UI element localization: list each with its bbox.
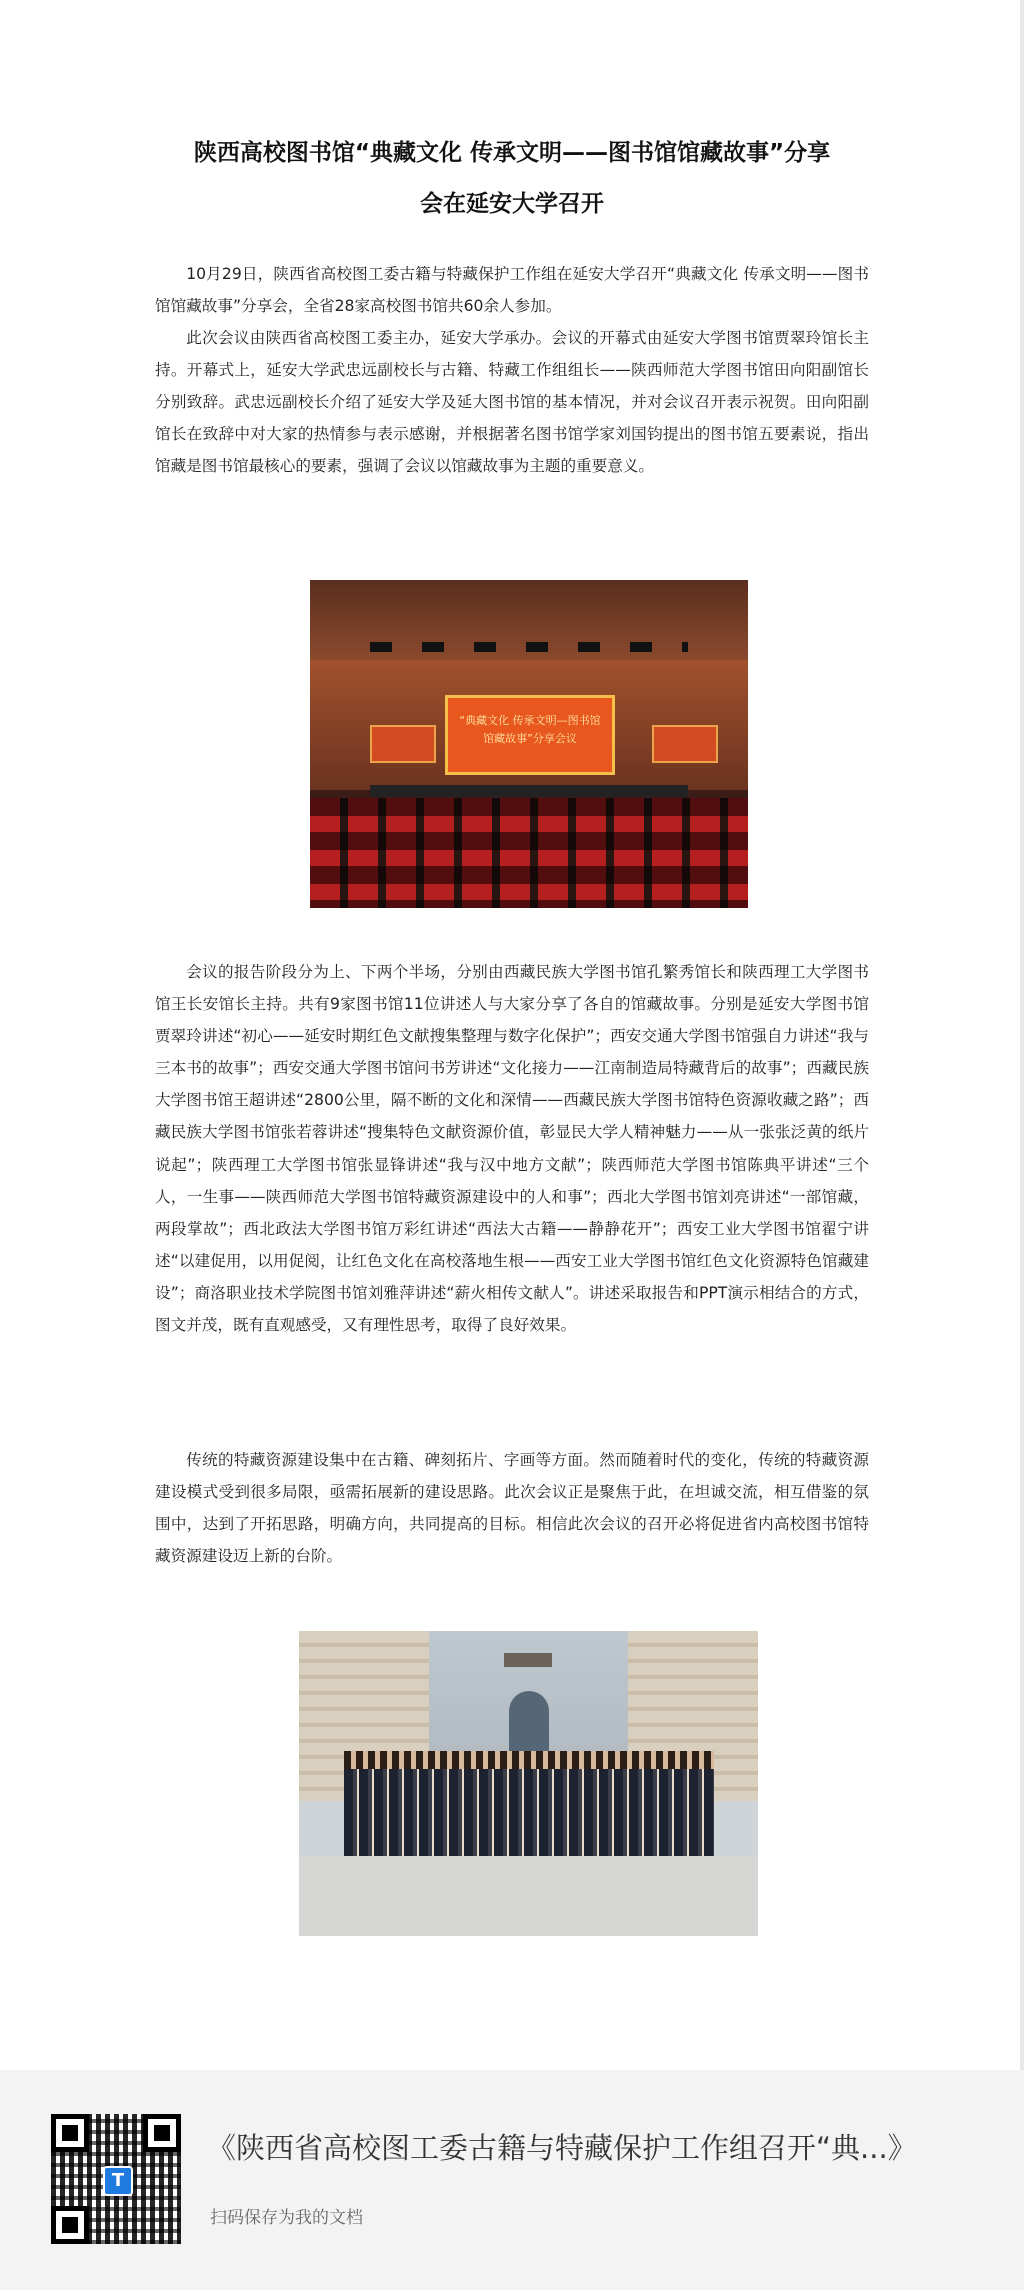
page-edge — [1020, 0, 1024, 2070]
screen-text-line-2: 馆藏故事”分享会议 — [483, 732, 577, 745]
main-projection-screen — [445, 695, 615, 775]
footer-doc-title: 《陕西省高校图工委古籍与特藏保护工作组召开“典...》 — [207, 2131, 917, 2165]
paragraph-1: 10月29日，陕西省高校图工委古籍与特藏保护工作组在延安大学召开“典藏文化 传承文明——图书馆馆藏故事”分享会，全省28家高校图书馆共60余人参加。 — [155, 265, 869, 316]
article-title-line-1: 陕西高校图书馆“典藏文化 传承文明——图书馆馆藏故事”分享 — [193, 140, 831, 166]
qr-finder-bottom-left — [51, 2206, 89, 2244]
article-title — [155, 128, 869, 230]
scan-to-save-hint: 扫码保存为我的文档 — [210, 2208, 363, 2228]
group-photo — [299, 1631, 758, 1936]
doc-app-logo-icon: T — [103, 2166, 133, 2196]
side-screen-right — [652, 725, 718, 763]
qr-finder-top-left — [51, 2114, 89, 2152]
qr-finder-top-right — [143, 2114, 181, 2152]
audience-seats — [310, 798, 748, 908]
qr-code[interactable] — [51, 2114, 181, 2244]
paragraph-4: 传统的特藏资源建设集中在古籍、碑刻拓片、字画等方面。然而随着时代的变化，传统的特藏资源建设模式受到很多局限，亟需拓展新的建设思路。此次会议正是聚焦于此，在坦诚交流，相互借鉴的氛围中，达到了开拓思路，明确方向，共同提高的目标。相信此次会议的召开必将促进省内高校图书馆特藏资源建设迈上新的台阶。 — [155, 1451, 869, 1566]
plaza-ground — [299, 1856, 758, 1936]
paragraph-2: 此次会议由陕西省高校图工委主办，延安大学承办。会议的开幕式由延安大学图书馆贾翠玲馆长主持。开幕式上，延安大学武忠远副校长与古籍、特藏工作组组长——陕西师范大学图书馆田向阳副馆长分别致辞。武忠远副校长介绍了延安大学及延大图书馆的基本情况，并对会议召开表示祝贺。田向阳副馆长在致辞中对大家的热情参与表示感谢，并根据著名图书馆学家刘国钧提出的图书馆五要素说，指出馆藏是图书馆最核心的要素，强调了会议以馆藏故事为主题的重要意义。 — [155, 329, 869, 476]
article-title-line-2: 会在延安大学召开 — [420, 191, 604, 217]
stage-table — [370, 785, 688, 797]
conference-hall-photo — [310, 580, 748, 908]
paragraph-3: 会议的报告阶段分为上、下两个半场，分别由西藏民族大学图书馆孔繁秀馆长和陕西理工大学图书馆王长安馆长主持。共有9家图书馆11位讲述人与大家分享了各自的馆藏故事。分别是延安大学图书馆贾翠玲讲述“初心——延安时期红色文献搜集整理与数字化保护”；西安交通大学图书馆强自力讲述“我与三本书的故事”；西安交通大学图书馆问书芳讲述“文化接力——江南制造局特藏背后的故事”；西藏民族大学图书馆王超讲述“2800公里，隔不断的文化和深情——西藏民族大学图书馆特色资源收藏之路”；西藏民族大学图书馆张若蓉讲述“搜集特色文献资源价值，彰显民大学人精神魅力——从一张张泛黄的纸片说起”；陕西理工大学图书馆张显锋讲述“我与汉中地方文献”；陕西师范大学图书馆陈典平讲述“三个人，一生事——陕西师范大学图书馆特藏资源建设中的人和事”；西北大学图书馆刘亮讲述“一部馆藏，两段掌故”；西北政法大学图书馆万彩红讲述“西法大古籍——静静花开”；西安工业大学图书馆翟宁讲述“以建促用，以用促阅，让红色文化在高校落地生根——西安工业大学图书馆红色文化资源特色馆藏建设”；商洛职业技术学院图书馆刘雅萍讲述“薪火相传文献人”。讲述采取报告和PPT演示相结合的方式，图文并茂，既有直观感受，又有理性思考，取得了良好效果。 — [155, 963, 869, 1335]
attendees-group — [344, 1751, 714, 1856]
screen-text-line-1: “典藏文化 传承文明—图书馆 — [459, 714, 601, 727]
library-sign — [504, 1653, 552, 1667]
stage-lights — [370, 642, 688, 652]
side-screen-left — [370, 725, 436, 763]
